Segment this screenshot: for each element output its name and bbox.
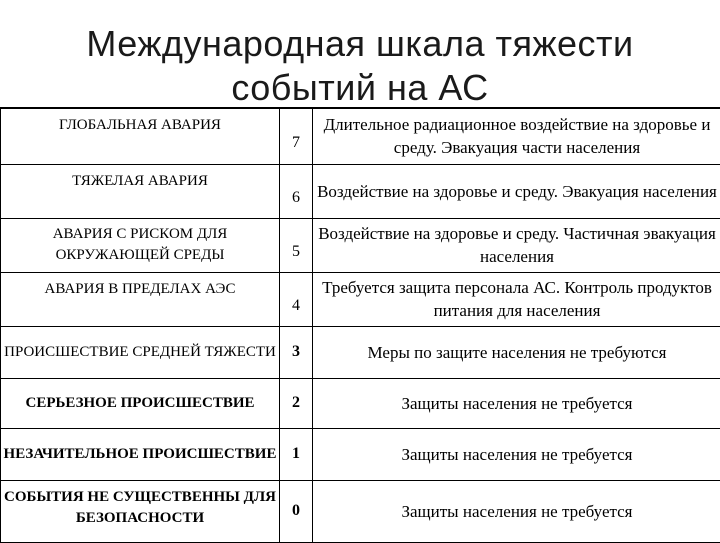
ines-scale-table [0,107,720,543]
table-row [1,164,720,218]
event-name-cell: НЕЗАЧИТЕЛЬНОЕ ПРОИСШЕСТВИЕ [1,428,280,480]
level-cell: 0 [280,480,313,542]
event-name-cell: СЕРЬЕЗНОЕ ПРОИСШЕСТВИЕ [1,378,280,428]
event-name-cell: ГЛОБАЛЬНАЯ АВАРИЯ [1,108,280,164]
description-cell: Требуется защита персонала АС. Контроль продуктов питания для населения [313,272,720,326]
page-title [0,22,720,110]
page-title-line-1: Международная шкала тяжести [0,22,720,66]
description-cell: Защиты населения не требуется [313,480,720,542]
level-cell: 6 [280,164,313,218]
table-row [1,108,720,164]
table-row [1,272,720,326]
description-cell: Меры по защите населения не требуются [313,326,720,378]
table-row [1,218,720,272]
level-cell: 3 [280,326,313,378]
description-cell: Воздействие на здоровье и среду. Эвакуация населения [313,164,720,218]
level-cell: 7 [280,108,313,164]
event-name-cell: СОБЫТИЯ НЕ СУЩЕСТВЕННЫ ДЛЯ БЕЗОПАСНОСТИ [1,480,280,542]
level-cell: 4 [280,272,313,326]
level-cell: 5 [280,218,313,272]
page-title-line-2: событий на АС [0,66,720,110]
table-row [1,480,720,542]
table-row [1,326,720,378]
table-row [1,428,720,480]
level-cell: 1 [280,428,313,480]
description-cell: Защиты населения не требуется [313,378,720,428]
description-cell: Длительное радиационное воздействие на здоровье и среду. Эвакуация части населения [313,108,720,164]
level-cell: 2 [280,378,313,428]
event-name-cell: АВАРИЯ С РИСКОМ ДЛЯ ОКРУЖАЮЩЕЙ СРЕДЫ [1,218,280,272]
event-name-cell: АВАРИЯ В ПРЕДЕЛАХ АЭС [1,272,280,326]
description-cell: Воздействие на здоровье и среду. Частичная эвакуация населения [313,218,720,272]
event-name-cell: ТЯЖЕЛАЯ АВАРИЯ [1,164,280,218]
description-cell: Защиты населения не требуется [313,428,720,480]
table-row [1,378,720,428]
event-name-cell: ПРОИСШЕСТВИЕ СРЕДНЕЙ ТЯЖЕСТИ [1,326,280,378]
